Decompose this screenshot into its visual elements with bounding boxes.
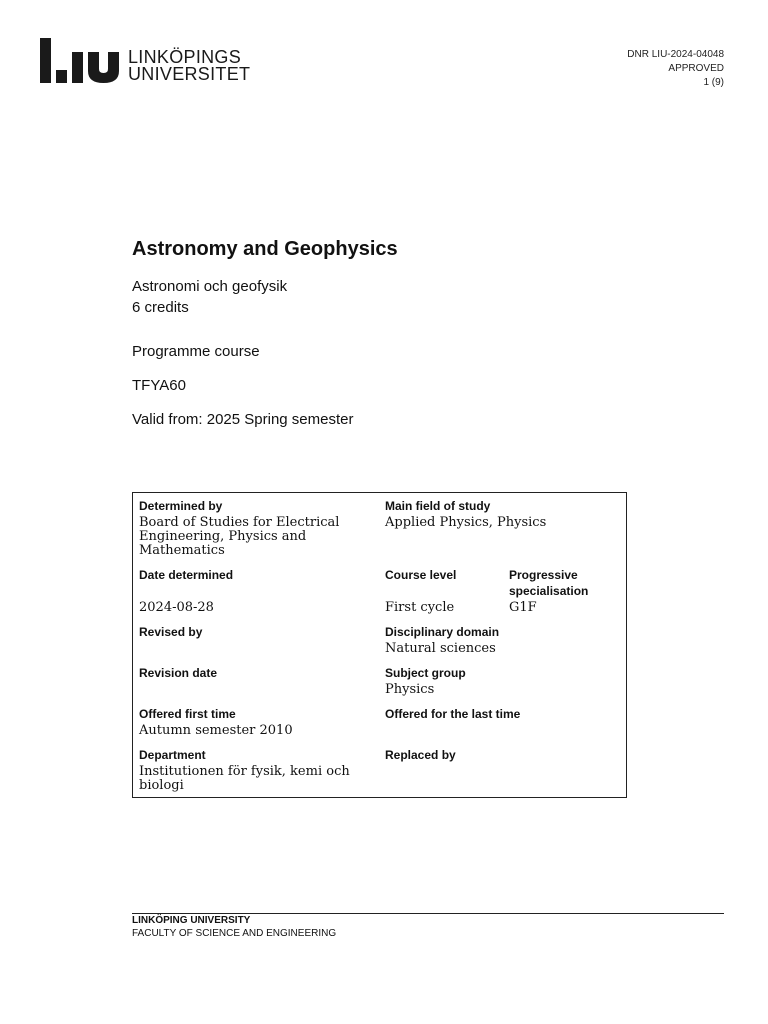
offered-last-label: Offered for the last time [385,707,521,721]
replaced-by-label: Replaced by [385,748,456,762]
table-row [133,763,627,798]
replaced-by-value [379,763,627,798]
table-row [133,640,627,660]
revision-date-label: Revision date [139,666,218,680]
page-number: 1 (9) [703,77,724,88]
liu-logo-mark [40,38,122,84]
department-label: Department [139,748,206,762]
course-title: Astronomy and Geophysics [132,238,398,260]
course-type: Programme course [132,343,260,360]
date-determined-value: 2024-08-28 [139,600,214,615]
logo-line-1: LINKÖPINGS [128,47,242,67]
document-meta [627,48,724,90]
revision-date-value [133,681,380,701]
progressive-label: Progressive specialisation [509,568,589,598]
table-row [133,619,627,640]
determined-by-value: Board of Studies for Electrical Engineering, Physics and Mathematics [139,515,340,558]
swedish-title: Astronomi och geofysik [132,278,288,295]
subject-group-value: Physics [385,682,435,697]
table-row [133,493,627,515]
table-row [133,514,627,562]
date-determined-label: Date determined [139,568,234,582]
table-row [133,599,627,619]
revised-by-value [133,640,380,660]
disciplinary-value: Natural sciences [385,641,496,656]
approval-status: APPROVED [668,63,724,74]
main-field-label: Main field of study [385,499,491,513]
disciplinary-label: Disciplinary domain [385,625,500,639]
course-subtitle [132,276,287,318]
valid-from: Valid from: 2025 Spring semester [132,411,354,428]
department-value: Institutionen för fysik, kemi och biologi [139,764,350,793]
table-row [133,742,627,763]
table-row [133,701,627,722]
offered-first-label: Offered first time [139,707,236,721]
offered-first-value: Autumn semester 2010 [139,723,293,738]
table-row [133,660,627,681]
course-info-table [132,492,627,798]
table-row [133,562,627,599]
course-code: TFYA60 [132,377,186,394]
course-credits: 6 credits [132,299,189,316]
revised-by-label: Revised by [139,625,203,639]
table-row [133,722,627,742]
doc-number: DNR LIU-2024-04048 [627,49,724,60]
course-level-label: Course level [385,568,457,582]
logo-wordmark [128,49,250,83]
course-level-value: First cycle [385,600,455,615]
table-row [133,681,627,701]
page-footer [132,914,336,940]
footer-faculty: FACULTY OF SCIENCE AND ENGINEERING [132,928,337,939]
subject-group-label: Subject group [385,666,466,680]
footer-university: LINKÖPING UNIVERSITY [132,915,251,926]
logo-line-2: UNIVERSITET [128,64,251,84]
main-field-value: Applied Physics, Physics [385,515,547,530]
progressive-value: G1F [509,600,537,615]
determined-by-label: Determined by [139,499,223,513]
liu-logo [40,38,122,89]
offered-last-value [379,722,627,742]
